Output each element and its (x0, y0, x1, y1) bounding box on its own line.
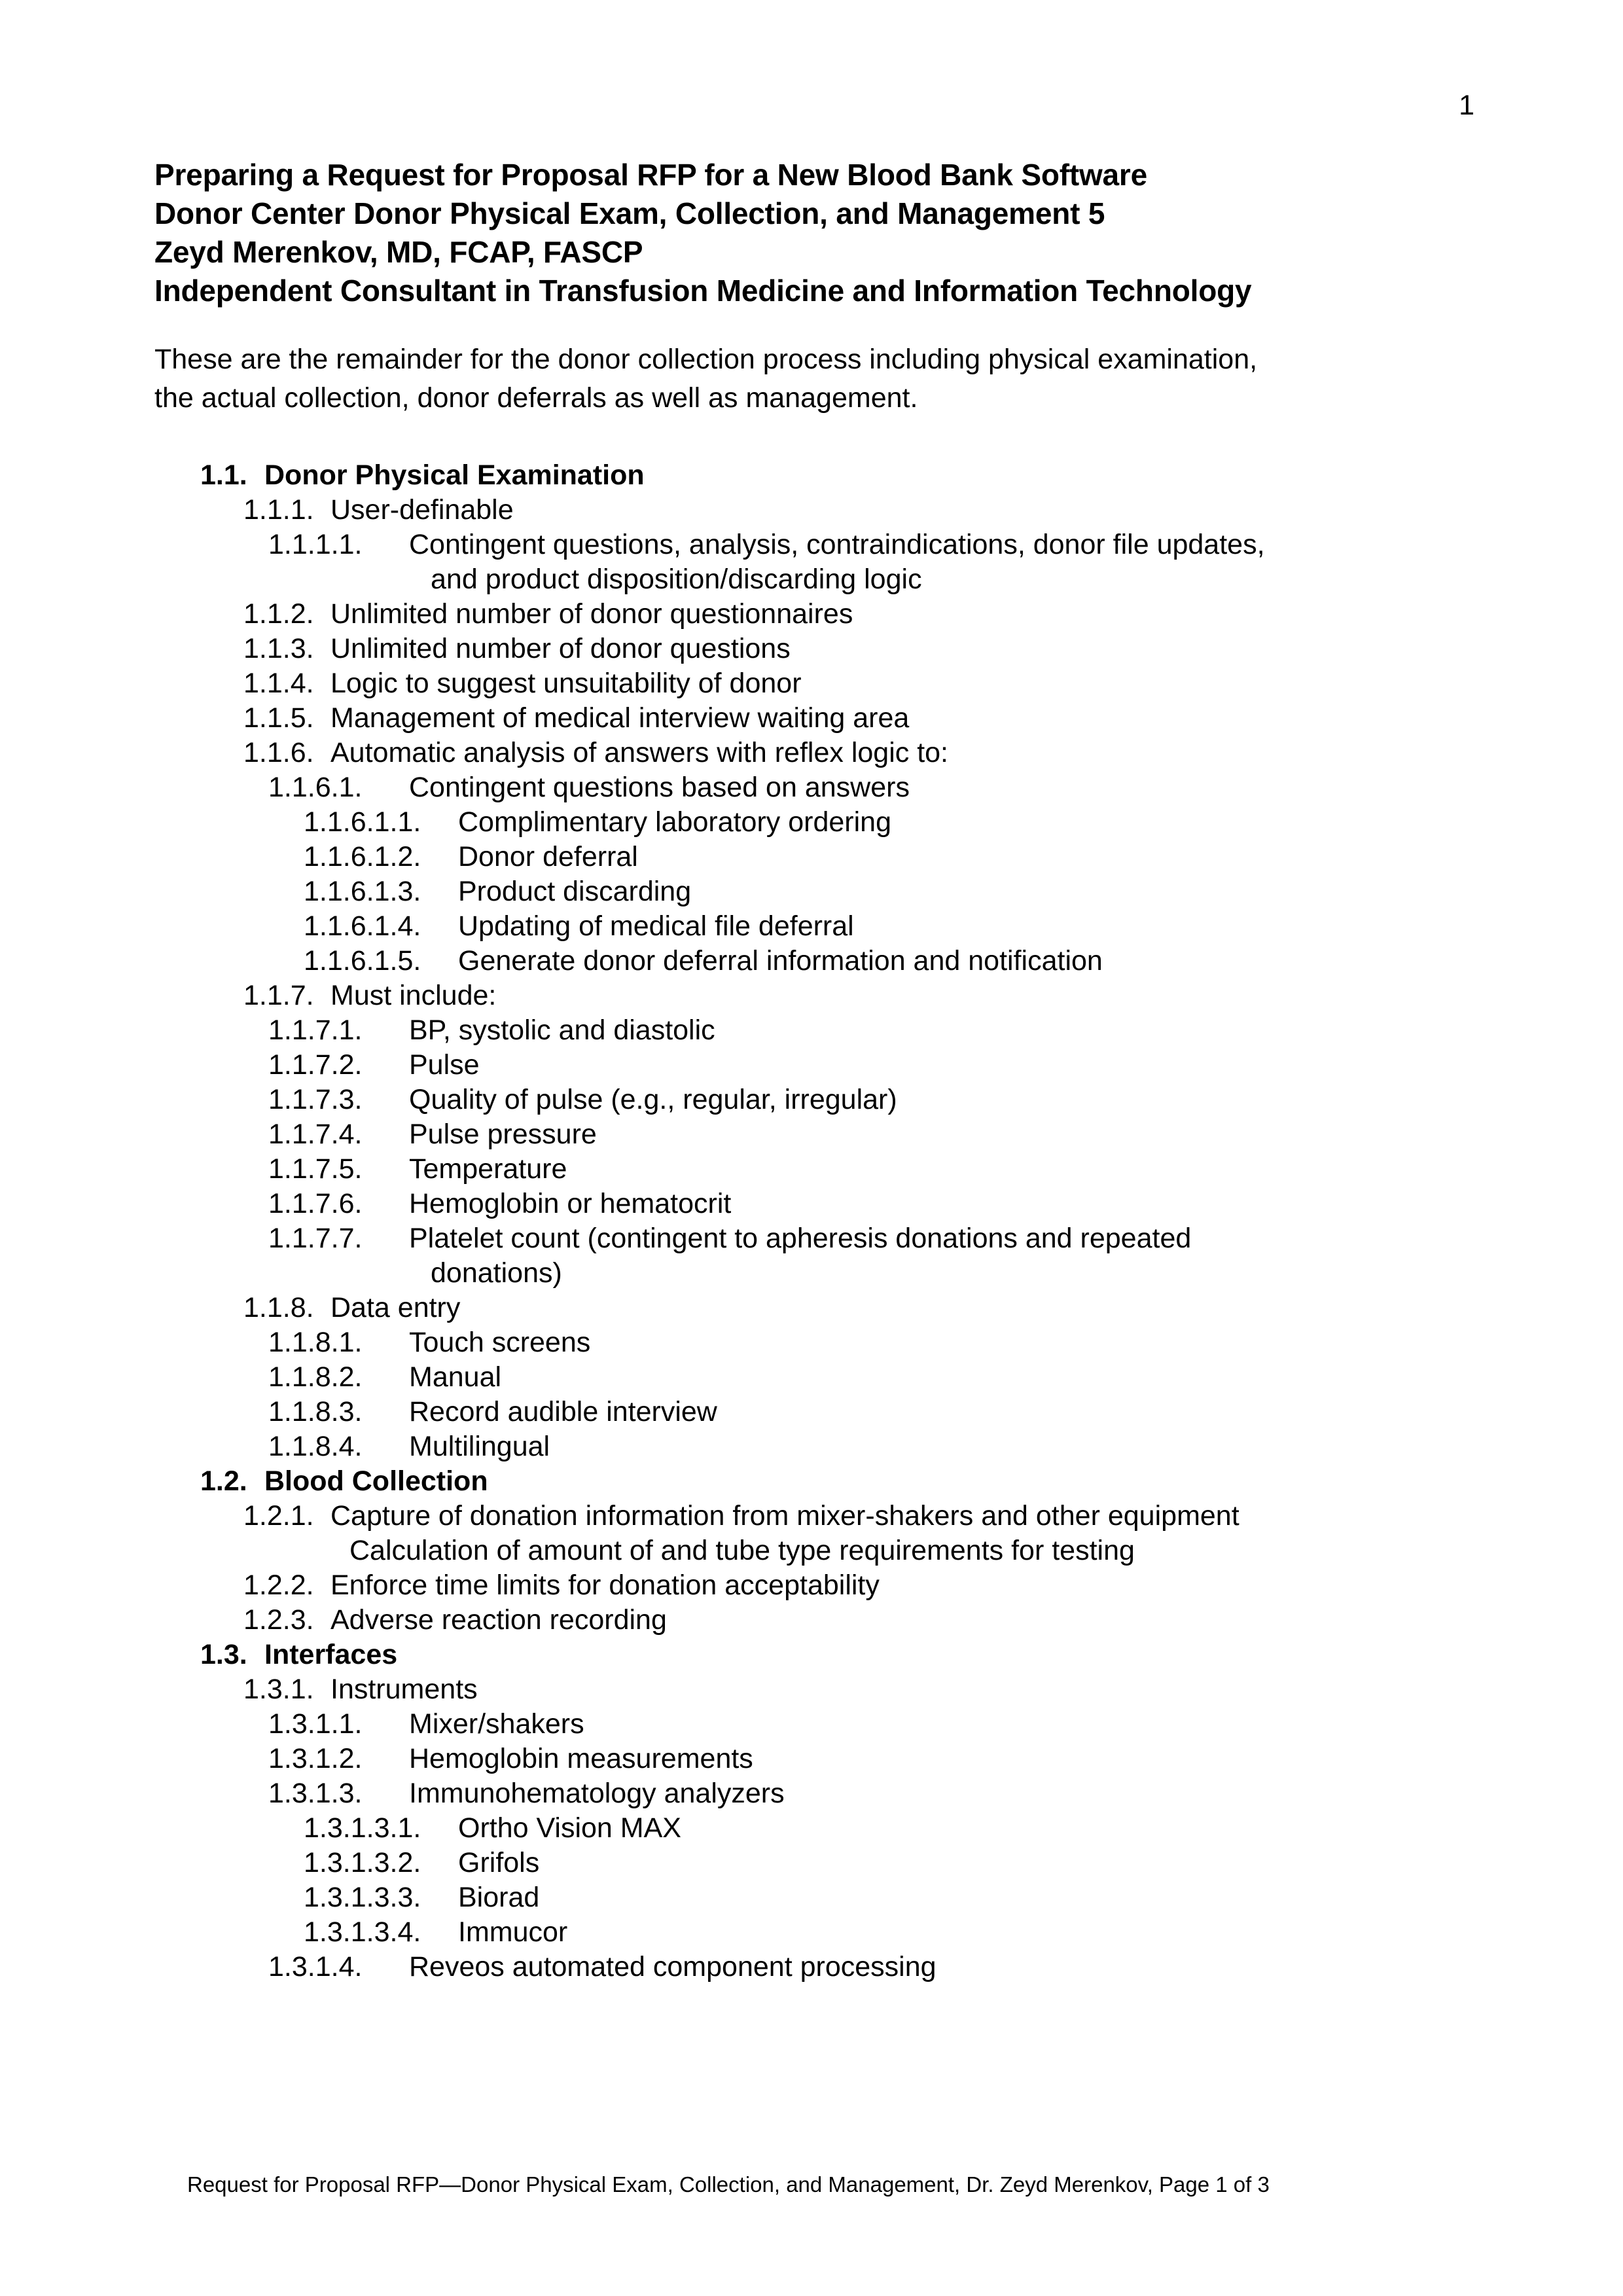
outline-item (268, 1429, 1474, 1464)
outline-item (268, 1221, 1474, 1291)
outline-item (304, 944, 1474, 978)
outline-item-text (409, 1013, 1474, 1048)
outline-list (154, 458, 1474, 1984)
outline-item-number: 1.3.1.3.3. (304, 1882, 421, 1913)
outline-item (243, 493, 1474, 528)
outline-item (268, 1776, 1474, 1811)
outline-item-text-main: Donor deferral (458, 841, 638, 872)
outline-item-number: 1.1.6.1.2. (304, 841, 421, 872)
outline-item-number: 1.2. (200, 1465, 247, 1497)
outline-item-number: 1.1.6.1.1. (304, 806, 421, 838)
outline-item-text (330, 1672, 1474, 1707)
outline-item-text-main: Hemoglobin or hematocrit (409, 1188, 732, 1219)
outline-item (200, 1638, 1474, 1672)
outline-item-number: 1.3.1.3.2. (304, 1847, 421, 1878)
outline-item-number: 1.2.2. (243, 1570, 314, 1601)
outline-item-text (409, 1950, 1474, 1984)
outline-item-text-continuation: and product disposition/discarding logic (431, 564, 922, 595)
outline-item (268, 1395, 1474, 1429)
outline-item-text-main: Data entry (330, 1292, 461, 1323)
page-number: 1 (1459, 90, 1474, 121)
outline-item-number: 1.3.1. (243, 1674, 314, 1705)
outline-item-text-main: Mixer/shakers (409, 1708, 584, 1740)
outline-item (268, 1152, 1474, 1187)
outline-item-text-main: Pulse pressure (409, 1119, 597, 1150)
outline-item-text (458, 1915, 1474, 1950)
outline-item-text (264, 1638, 1474, 1672)
outline-item-number: 1.3.1.3.4. (304, 1916, 421, 1948)
outline-item-number: 1.1.7.4. (268, 1119, 363, 1150)
document-content (154, 156, 1474, 1984)
outline-item-text-main: Immunohematology analyzers (409, 1778, 785, 1809)
outline-item-text (409, 1083, 1474, 1117)
outline-item-text (409, 1742, 1474, 1776)
outline-item-number: 1.1.1. (243, 494, 314, 526)
outline-item-text-main: Complimentary laboratory ordering (458, 806, 892, 838)
outline-item-text-main: Unlimited number of donor questions (330, 633, 791, 664)
outline-item-number: 1.3.1.2. (268, 1743, 363, 1774)
outline-item-text-main: Logic to suggest unsuitability of donor (330, 668, 802, 699)
outline-item (200, 458, 1474, 493)
outline-item-text-main: Contingent questions based on answers (409, 772, 910, 803)
outline-item-text-main: Generate donor deferral information and notification (458, 945, 1103, 977)
outline-item-number: 1.1.6.1.3. (304, 876, 421, 907)
outline-item-text (409, 1221, 1474, 1291)
outline-item-number: 1.1.6.1.4. (304, 910, 421, 942)
outline-item (243, 597, 1474, 632)
outline-item-number: 1.1.7.1. (268, 1014, 363, 1046)
outline-item-text-main: Platelet count (contingent to apheresis donations and repeated (409, 1223, 1192, 1254)
outline-item-text (409, 1152, 1474, 1187)
outline-item (304, 805, 1474, 840)
outline-item-number: 1.1.2. (243, 598, 314, 630)
outline-item-number: 1.2.1. (243, 1500, 314, 1532)
outline-item-text (458, 840, 1474, 874)
outline-item (268, 1742, 1474, 1776)
outline-item-number: 1.3.1.4. (268, 1951, 363, 1982)
outline-item-number: 1.3.1.3. (268, 1778, 363, 1809)
outline-item-number: 1.1.6.1.5. (304, 945, 421, 977)
outline-item (243, 736, 1474, 770)
outline-item-number: 1.1.7.3. (268, 1084, 363, 1115)
outline-item-text (409, 1117, 1474, 1152)
outline-item-text-main: Pulse (409, 1049, 480, 1081)
outline-item-number: 1.3.1.3.1. (304, 1812, 421, 1844)
outline-item-text (458, 944, 1474, 978)
outline-item-text-main: User-definable (330, 494, 514, 526)
outline-item-number: 1.2.3. (243, 1604, 314, 1636)
outline-item (304, 840, 1474, 874)
outline-item-text-main: Blood Collection (264, 1465, 488, 1497)
outline-item (304, 1915, 1474, 1950)
outline-item-text-main: Hemoglobin measurements (409, 1743, 753, 1774)
outline-item (268, 770, 1474, 805)
outline-item-text-main: Record audible interview (409, 1396, 717, 1427)
outline-item (243, 1568, 1474, 1603)
outline-item-text (330, 1568, 1474, 1603)
outline-item-text (409, 528, 1474, 597)
outline-item-text (330, 666, 1474, 701)
outline-item (200, 1464, 1474, 1499)
title-line-1: Preparing a Request for Proposal RFP for a New Blood Bank Software (154, 158, 1148, 192)
outline-item-number: 1.1.6.1. (268, 772, 363, 803)
outline-item-text (458, 1846, 1474, 1880)
outline-item-text (264, 458, 1474, 493)
outline-continuation-line (243, 1534, 1474, 1568)
outline-item-number: 1.1.1.1. (268, 529, 363, 560)
outline-item (304, 909, 1474, 944)
outline-item (243, 1499, 1474, 1534)
outline-item-number: 1.3. (200, 1639, 247, 1670)
outline-item-text: Calculation of amount of and tube type requirements for testing (349, 1535, 1135, 1566)
outline-item-text-main: Immucor (458, 1916, 568, 1948)
outline-item-text (330, 1603, 1474, 1638)
outline-item-text (458, 805, 1474, 840)
outline-item-number: 1.1.8. (243, 1292, 314, 1323)
outline-item-text (409, 1048, 1474, 1083)
outline-item-text-main: Grifols (458, 1847, 540, 1878)
intro-line-1 (154, 340, 1474, 379)
outline-item-number: 1.1.8.4. (268, 1431, 363, 1462)
outline-item (268, 1048, 1474, 1083)
outline-item-text (409, 1776, 1474, 1811)
outline-item-text (330, 632, 1474, 666)
outline-item-text-main: Manual (409, 1361, 502, 1393)
outline-item (304, 1880, 1474, 1915)
outline-item (268, 1187, 1474, 1221)
outline-item-number: 1.1.4. (243, 668, 314, 699)
outline-item-text-main: Instruments (330, 1674, 478, 1705)
document-title-block (154, 156, 1474, 310)
outline-item-number: 1.1. (200, 459, 247, 491)
outline-item (243, 1603, 1474, 1638)
outline-item-number: 1.1.7.6. (268, 1188, 363, 1219)
outline-item-text (409, 1395, 1474, 1429)
outline-item-text (330, 1291, 1474, 1325)
outline-item-text-main: Temperature (409, 1153, 567, 1185)
outline-item (268, 1083, 1474, 1117)
outline-item-text-main: Contingent questions, analysis, contraindications, donor file updates, (409, 529, 1265, 560)
outline-item (304, 874, 1474, 909)
outline-item (243, 632, 1474, 666)
outline-item (268, 1360, 1474, 1395)
outline-item-number: 1.1.7.5. (268, 1153, 363, 1185)
title-line-2: Donor Center Donor Physical Exam, Collection, and Management 5 (154, 196, 1105, 230)
outline-item-text (409, 1429, 1474, 1464)
outline-item-number: 1.1.7.7. (268, 1223, 363, 1254)
outline-item-text (458, 1811, 1474, 1846)
outline-item-text (458, 909, 1474, 944)
outline-item-number: 1.1.6. (243, 737, 314, 768)
outline-item-text-main: Reveos automated component processing (409, 1951, 936, 1982)
outline-item-text-main: Updating of medical file deferral (458, 910, 854, 942)
outline-item-text-continuation: donations) (431, 1257, 562, 1289)
page-footer: Request for Proposal RFP—Donor Physical Exam, Collection, and Management, Dr. Zeyd Merenkov, Page 1 of 3 (187, 2172, 1270, 2197)
outline-item (268, 1117, 1474, 1152)
outline-item-text-main: Biorad (458, 1882, 540, 1913)
outline-item-text (330, 597, 1474, 632)
outline-item-text (409, 770, 1474, 805)
intro-spacer (154, 418, 1474, 458)
intro-line-2: the actual collection, donor deferrals as well as management. (154, 382, 918, 414)
outline-item-text-main: Interfaces (264, 1639, 398, 1670)
outline-item-number: 1.1.8.2. (268, 1361, 363, 1393)
outline-item-number: 1.1.7.2. (268, 1049, 363, 1081)
outline-item (304, 1811, 1474, 1846)
outline-item-text-main: Adverse reaction recording (330, 1604, 667, 1636)
outline-item-text (409, 1360, 1474, 1395)
outline-item-text-main: Touch screens (409, 1327, 591, 1358)
outline-item-text-main: Management of medical interview waiting area (330, 702, 910, 734)
outline-item-text-main: Multilingual (409, 1431, 550, 1462)
outline-item-text-main: Product discarding (458, 876, 692, 907)
outline-item (243, 978, 1474, 1013)
outline-item-number: 1.1.8.3. (268, 1396, 363, 1427)
outline-item-number: 1.1.7. (243, 980, 314, 1011)
outline-item-text (330, 1499, 1474, 1534)
outline-item-text (409, 1707, 1474, 1742)
outline-item-text (264, 1464, 1474, 1499)
outline-item-number: 1.1.5. (243, 702, 314, 734)
outline-item-text (330, 978, 1474, 1013)
outline-item-text (409, 1325, 1474, 1360)
outline-item-text-main: Automatic analysis of answers with reflex logic to: (330, 737, 949, 768)
outline-item-text-main: Enforce time limits for donation acceptability (330, 1570, 880, 1601)
outline-item-text (330, 701, 1474, 736)
outline-item-text (409, 1187, 1474, 1221)
outline-item-text-main: BP, systolic and diastolic (409, 1014, 715, 1046)
outline-item-text-main: Donor Physical Examination (264, 459, 645, 491)
outline-item-text (458, 1880, 1474, 1915)
outline-item-number: 1.1.8.1. (268, 1327, 363, 1358)
intro-paragraph (154, 340, 1474, 418)
outline-item (304, 1846, 1474, 1880)
outline-item (268, 1325, 1474, 1360)
outline-item-text-main: Ortho Vision MAX (458, 1812, 681, 1844)
outline-item-text-main: Must include: (330, 980, 497, 1011)
outline-item-text-main: Capture of donation information from mixer-shakers and other equipment (330, 1500, 1240, 1532)
outline-item (243, 701, 1474, 736)
outline-item (243, 1291, 1474, 1325)
intro-line-1-text: These are the remainder for the donor collection process including physical examination, (154, 344, 1258, 375)
outline-item (243, 1672, 1474, 1707)
outline-item (268, 1013, 1474, 1048)
outline-item (268, 1707, 1474, 1742)
title-line-3: Zeyd Merenkov, MD, FCAP, FASCP (154, 235, 643, 269)
outline-item-text-main: Quality of pulse (e.g., regular, irregular) (409, 1084, 897, 1115)
outline-item-number: 1.1.3. (243, 633, 314, 664)
title-line-4: Independent Consultant in Transfusion Medicine and Information Technology (154, 274, 1252, 308)
outline-item-text (458, 874, 1474, 909)
outline-item (268, 1950, 1474, 1984)
outline-item-text (330, 493, 1474, 528)
outline-item-text (330, 736, 1474, 770)
outline-item (268, 528, 1474, 597)
outline-item-text-main: Unlimited number of donor questionnaires (330, 598, 853, 630)
outline-item-number: 1.3.1.1. (268, 1708, 363, 1740)
outline-item (243, 666, 1474, 701)
title-spacer (154, 310, 1474, 340)
